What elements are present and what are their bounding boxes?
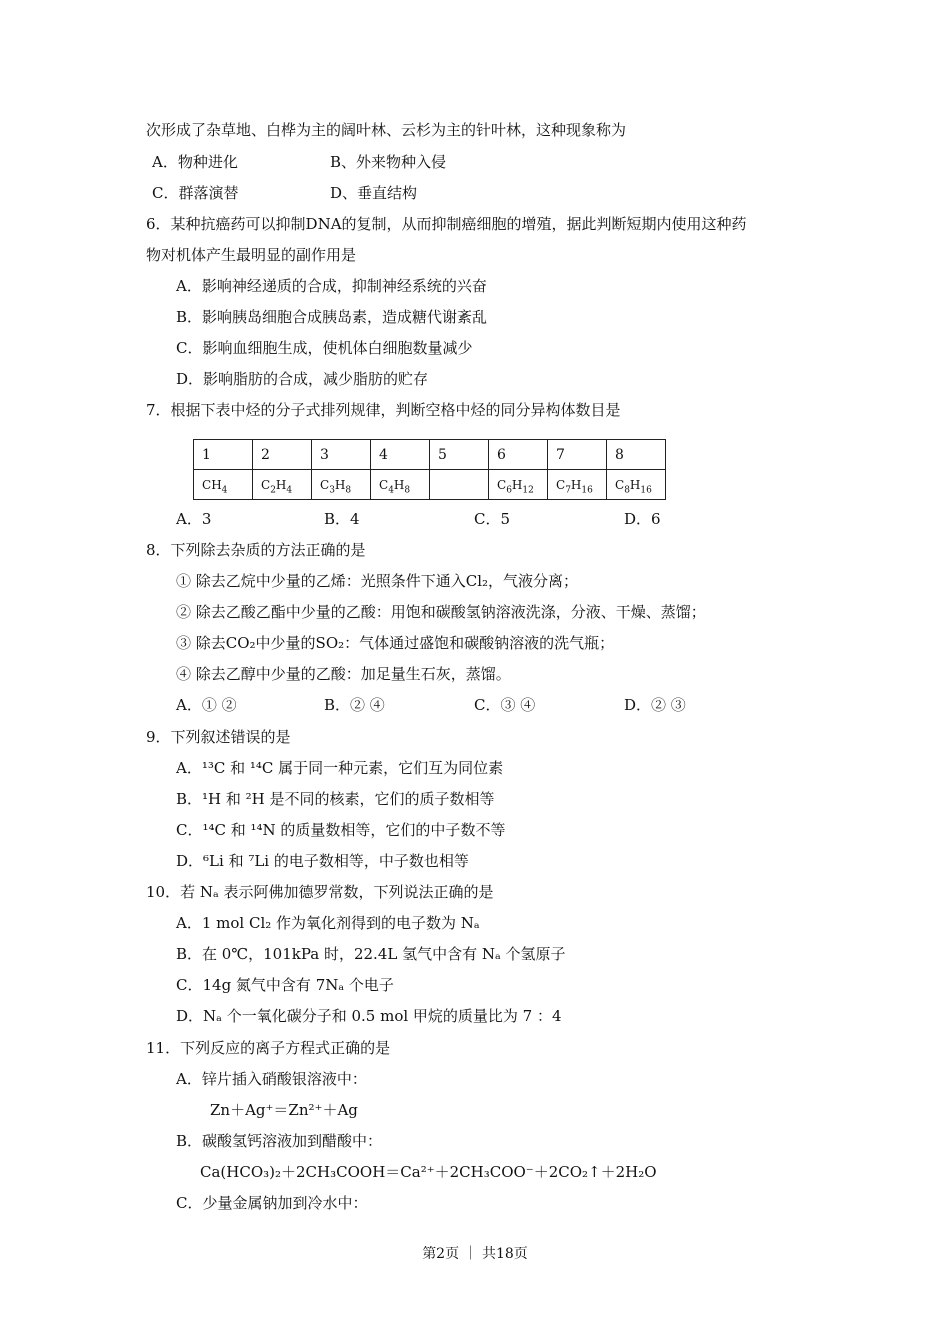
table-cell: 2 xyxy=(253,440,312,470)
q8-option-b: B．② ④ xyxy=(324,696,385,714)
q9-stem: 9．下列叙述错误的是 xyxy=(146,728,291,746)
q6-option-c: C．影响血细胞生成，使机体白细胞数量减少 xyxy=(176,339,473,357)
q8-item-4: ④ 除去乙醇中少量的乙酸：加足量生石灰，蒸馏。 xyxy=(176,665,511,683)
q8-item-1: ① 除去乙烷中少量的乙烯：光照条件下通入Cl₂，气液分离； xyxy=(176,572,579,590)
q5-stem-tail: 次形成了杂草地、白桦为主的阔叶林、云杉为主的针叶林，这种现象称为 xyxy=(146,121,627,139)
q11-option-a: A．锌片插入硝酸银溶液中： xyxy=(176,1070,367,1088)
table-row xyxy=(194,470,666,500)
q8-item-3: ③ 除去CO₂中少量的SO₂：气体通过盛饱和碳酸钠溶液的洗气瓶； xyxy=(176,634,615,652)
q7-stem: 7．根据下表中烃的分子式排列规律，判断空格中烃的同分异构体数目是 xyxy=(146,401,621,419)
q6-option-b: B．影响胰岛细胞合成胰岛素，造成糖代谢紊乱 xyxy=(176,308,488,326)
q5-option-d: D、垂直结构 xyxy=(330,184,418,202)
q9-option-c: C．¹⁴C 和 ¹⁴N 的质量数相等，它们的中子数不等 xyxy=(176,821,506,839)
q6-stem-line1: 6．某种抗癌药可以抑制DNA的复制，从而抑制癌细胞的增殖，据此判断短期内使用这种药 xyxy=(146,215,747,233)
q7-option-d: D．6 xyxy=(624,510,661,528)
table-cell: 1 xyxy=(194,440,253,470)
q8-item-2: ② 除去乙酸乙酯中少量的乙酸：用饱和碳酸氢钠溶液洗涤，分液、干燥、蒸馏； xyxy=(176,603,706,621)
formula-cell-blank xyxy=(430,470,489,500)
q7-option-b: B．4 xyxy=(324,510,360,528)
table-row xyxy=(194,440,666,470)
table-cell: 4 xyxy=(371,440,430,470)
q8-option-d: D．② ③ xyxy=(624,696,686,714)
q9-option-b: B．¹H 和 ²H 是不同的核素，它们的质子数相等 xyxy=(176,790,495,808)
q6-option-a: A．影响神经递质的合成，抑制神经系统的兴奋 xyxy=(176,277,487,295)
q7-option-c: C．5 xyxy=(474,510,511,528)
formula-cell: $C_8H_{16}$ xyxy=(607,470,666,500)
q6-stem-line2: 物对机体产生最明显的副作用是 xyxy=(146,246,357,264)
table-cell: 5 xyxy=(430,440,489,470)
q11-equation-a: Zn＋Ag⁺＝Zn²⁺＋Ag xyxy=(210,1101,358,1119)
q10-option-b: B．在 0℃，101kPa 时，22.4L 氢气中含有 Nₐ 个氢原子 xyxy=(176,945,566,963)
q10-option-d: D．Nₐ 个一氧化碳分子和 0.5 mol 甲烷的质量比为 7 ：4 xyxy=(176,1007,562,1025)
formula-cell: $C_3H_8$ xyxy=(312,470,371,500)
q11-option-c: C．少量金属钠加到冷水中： xyxy=(176,1194,368,1212)
q8-option-c: C．③ ④ xyxy=(474,696,536,714)
table-cell: 3 xyxy=(312,440,371,470)
q11-stem: 11．下列反应的离子方程式正确的是 xyxy=(146,1039,391,1057)
q8-option-a: A．① ② xyxy=(176,696,237,714)
hydrocarbon-table xyxy=(193,439,666,500)
table-cell: 7 xyxy=(548,440,607,470)
formula-cell: $C_2H_4$ xyxy=(253,470,312,500)
q9-option-d: D．⁶Li 和 ⁷Li 的电子数相等，中子数也相等 xyxy=(176,852,469,870)
formula-cell: $C_4H_8$ xyxy=(371,470,430,500)
q10-option-c: C．14g 氮气中含有 7Nₐ 个电子 xyxy=(176,976,394,994)
formula-cell: $C_7H_{16}$ xyxy=(548,470,607,500)
q5-option-a: A．物种进化 xyxy=(152,153,238,171)
q7-option-a: A．3 xyxy=(176,510,212,528)
q10-option-a: A．1 mol Cl₂ 作为氧化剂得到的电子数为 Nₐ xyxy=(176,914,480,932)
q11-option-b: B．碳酸氢钙溶液加到醋酸中： xyxy=(176,1132,383,1150)
q11-equation-b: Ca(HCO₃)₂＋2CH₃COOH＝Ca²⁺＋2CH₃COO⁻＋2CO₂↑＋2H₂O xyxy=(200,1163,657,1181)
q8-stem: 8．下列除去杂质的方法正确的是 xyxy=(146,541,366,559)
q9-option-a: A．¹³C 和 ¹⁴C 属于同一种元素，它们互为同位素 xyxy=(176,759,504,777)
formula-cell: $CH_4$ xyxy=(194,470,253,500)
q5-option-b: B、外来物种入侵 xyxy=(330,153,447,171)
q5-option-c: C．群落演替 xyxy=(152,184,239,202)
q10-stem: 10．若 Nₐ 表示阿佛加德罗常数，下列说法正确的是 xyxy=(146,883,494,901)
page-footer: 第2页 ｜ 共18页 xyxy=(422,1246,528,1262)
formula-cell: $C_6H_{12}$ xyxy=(489,470,548,500)
table-cell: 8 xyxy=(607,440,666,470)
table-cell: 6 xyxy=(489,440,548,470)
q6-option-d: D．影响脂肪的合成，减少脂肪的贮存 xyxy=(176,370,429,388)
